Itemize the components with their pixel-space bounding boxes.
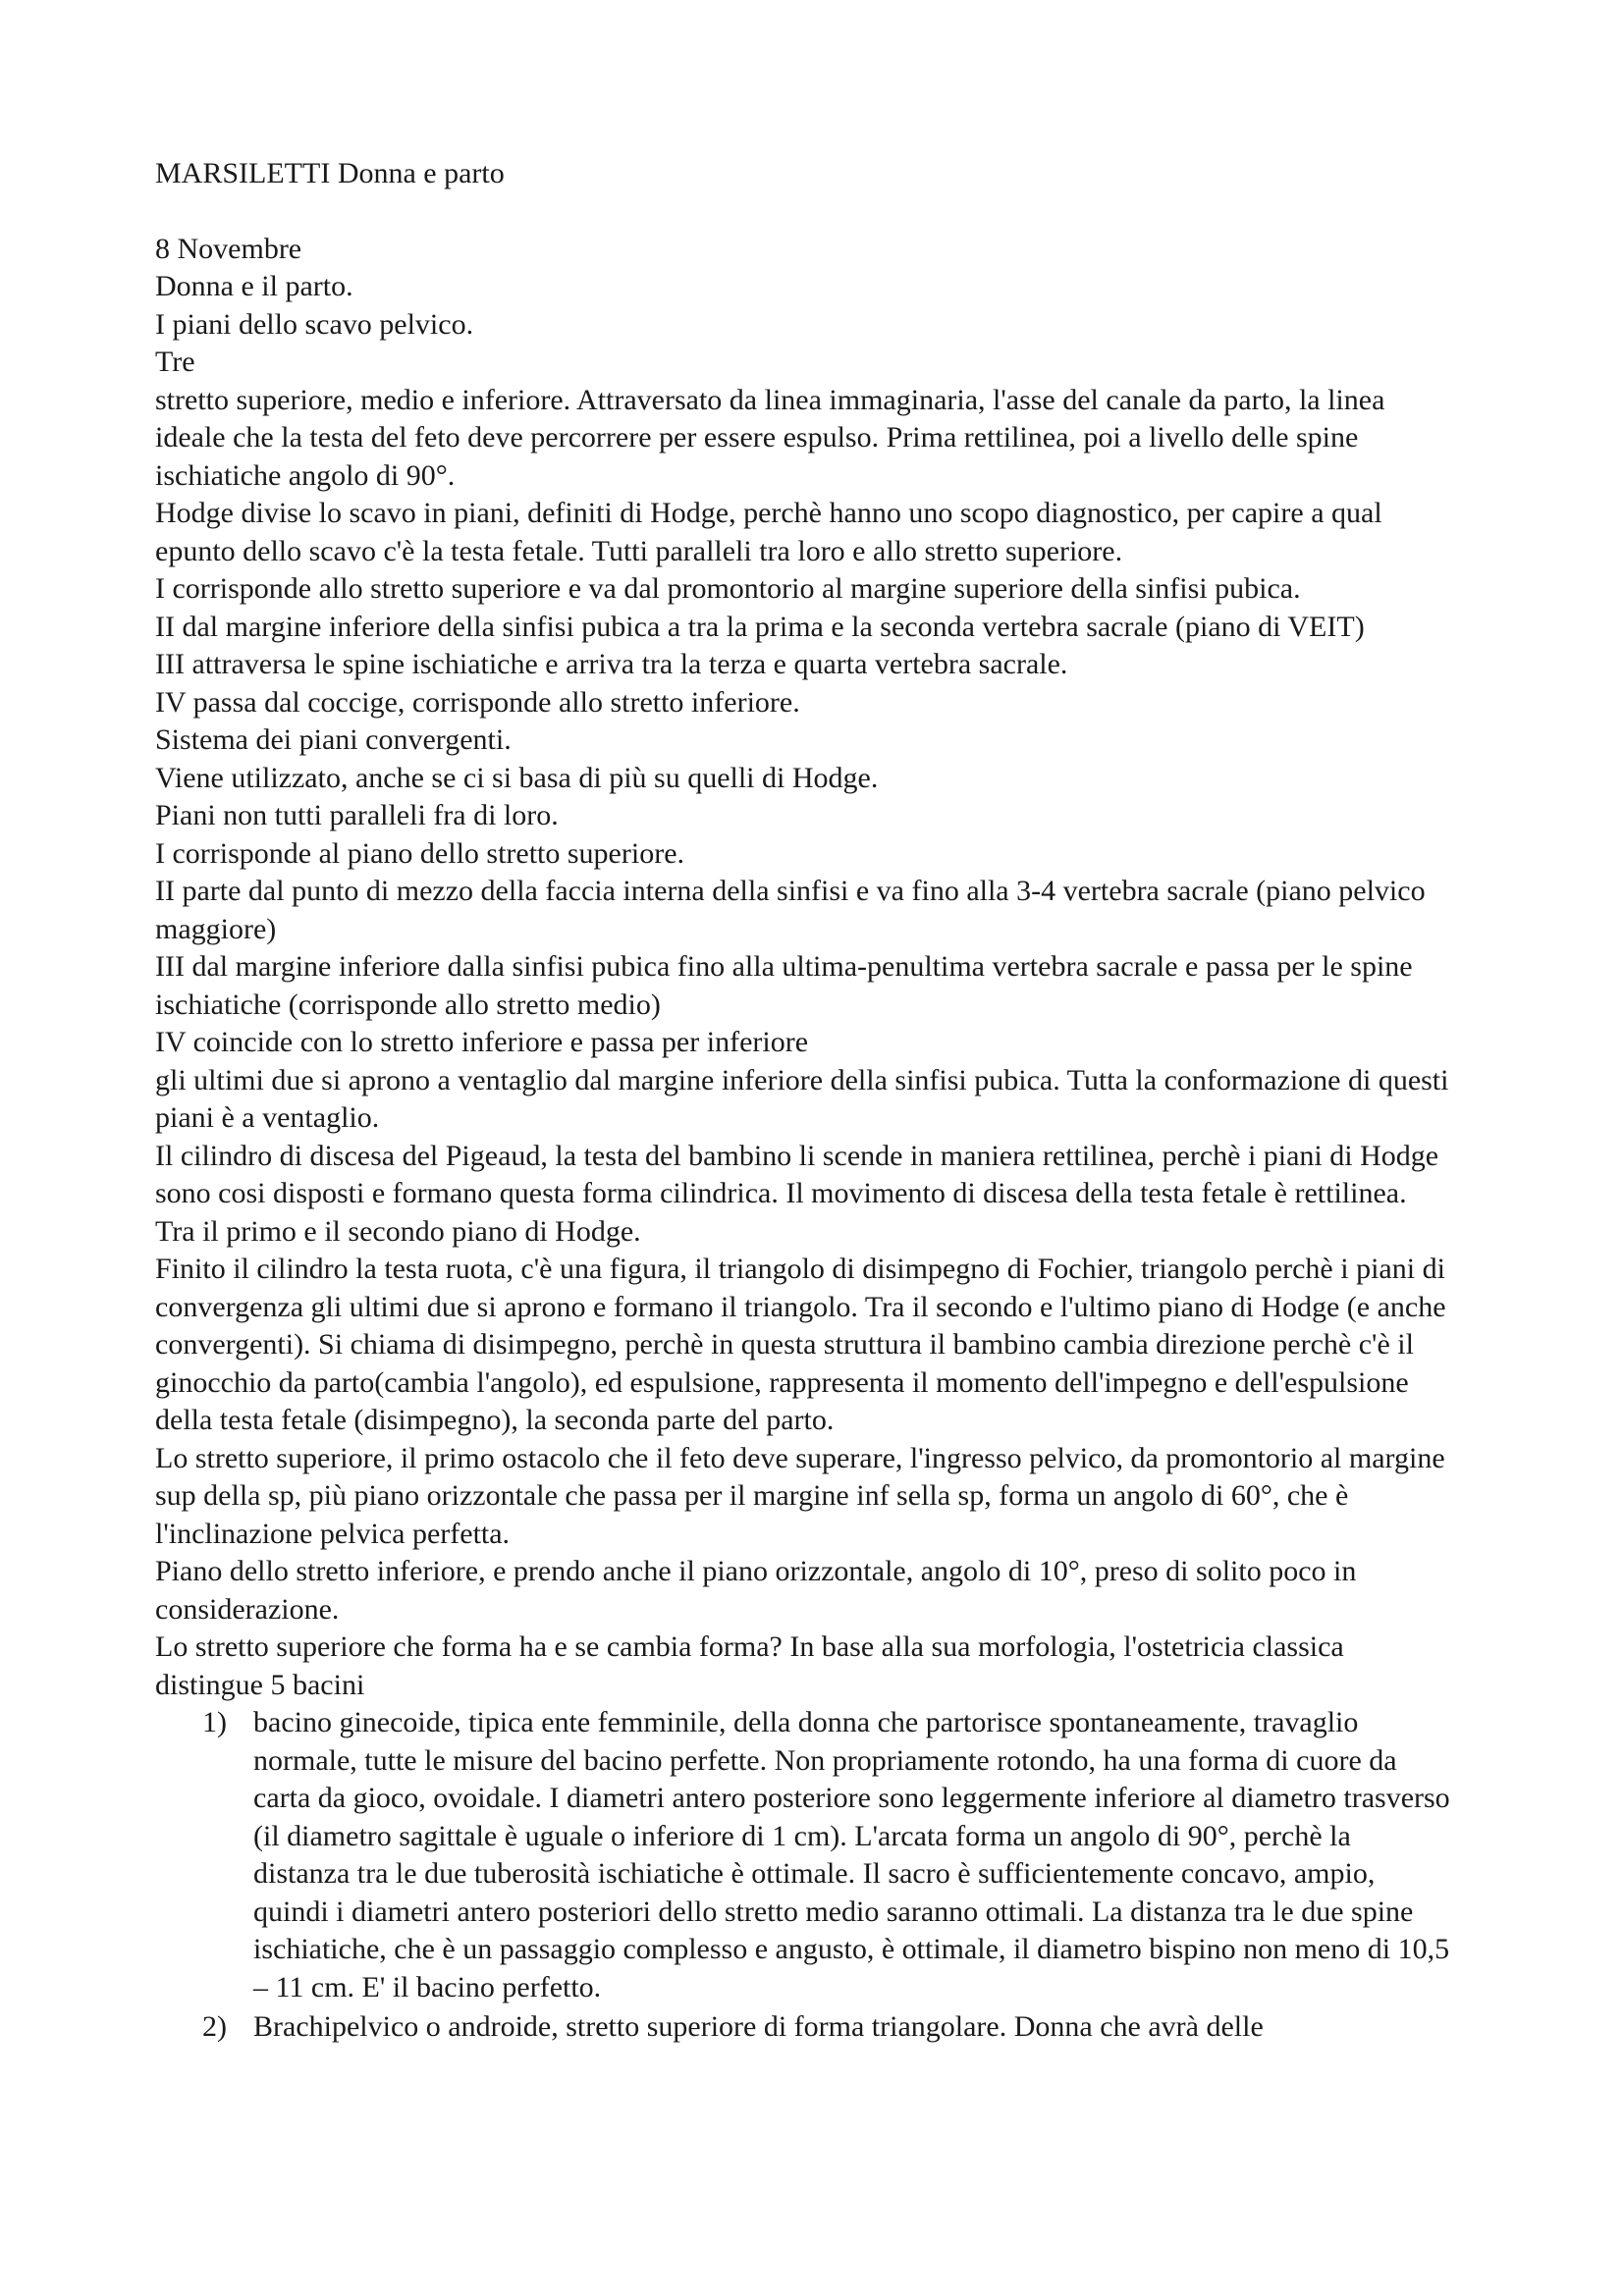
list-item <box>155 1704 1451 2006</box>
paragraph: Lo stretto superiore, il primo ostacolo che il feto deve superare, l'ingresso pelvico, da promontorio al margine sup della sp, più piano orizzontale che passa per il margine inf sella sp, forma un angolo di 60°, che è l'inclinazione pelvica perfetta. <box>155 1441 1445 1550</box>
pelvis-types-list <box>155 1704 1451 2047</box>
paragraph: III dal margine inferiore dalla sinfisi pubica fino alla ultima-penultima vertebra sacrale e passa per le spine ischiatiche (corrisponde allo stretto medio) <box>155 950 1413 1021</box>
paragraph: Hodge divise lo scavo in piani, definiti di Hodge, perchè hanno uno scopo diagnostico, per capire a qual epunto dello scavo c'è la testa fetale. Tutti paralleli tra loro e allo stretto superiore. <box>155 497 1382 567</box>
subject-line: Donna e il parto. <box>155 270 353 302</box>
paragraph: stretto superiore, medio e inferiore. Attraversato da linea immaginaria, l'asse del canale da parto, la linea ideale che la testa del feto deve percorrere per essere espulso. Prima rettilinea, poi a livello delle spine ischiatiche angolo di 90°. <box>155 383 1385 492</box>
paragraph: III attraversa le spine ischiatiche e arriva tra la terza e quarta vertebra sacrale. <box>155 648 1068 680</box>
paragraph: Finito il cilindro la testa ruota, c'è una figura, il triangolo di disimpegno di Fochier, triangolo perchè i piani di convergenza gli ultimi due si aprono e formano il triangolo. Tra il secondo e l'ultimo piano di Hodge (e anche convergenti). Si chiama di disimpegno, perchè in questa struttura il bambino cambia direzione perchè c'è il ginocchio da parto(cambia l'angolo), ed espulsione, rappresenta il momento dell'impegno e dell'espulsione della testa fetale (disimpegno), la seconda parte del parto. <box>155 1253 1446 1436</box>
document-body <box>155 155 1451 2049</box>
paragraph: Sistema dei piani convergenti. <box>155 723 512 756</box>
paragraph: II dal margine inferiore della sinfisi pubica a tra la prima e la seconda vertebra sacrale (piano di VEIT) <box>155 610 1365 643</box>
paragraph: Il cilindro di discesa del Pigeaud, la testa del bambino li scende in maniera rettilinea, perchè i piani di Hodge sono cosi disposti e formano questa forma cilindrica. Il movimento di discesa della testa fetale è rettilinea. Tra il primo e il secondo piano di Hodge. <box>155 1139 1439 1248</box>
paragraph: Lo stretto superiore che forma ha e se cambia forma? In base alla sua morfologia, l'ostetricia classica distingue 5 bacini <box>155 1630 1344 1701</box>
paragraph: Piano dello stretto inferiore, e prendo anche il piano orizzontale, angolo di 10°, preso di solito poco in considerazione. <box>155 1555 1357 1626</box>
list-item-number: 1) <box>202 1706 227 1738</box>
list-item-text: bacino ginecoide, tipica ente femminile, della donna che partorisce spontaneamente, travaglio normale, tutte le misure del bacino perfette. Non propriamente rotondo, ha una forma di cuore da carta da gioco, ovoidale. I diametri antero posteriore sono leggermente inferiore al diametro trasverso (il diametro sagittale è uguale o inferiore di 1 cm). L'arcata forma un angolo di 90°, perchè la distanza tra le due tuberosità ischiatiche è ottimale. Il sacro è sufficientemente concavo, ampio, quindi i diametri antero posteriori dello stretto medio saranno ottimali. La distanza tra le due spine ischiatiche, che è un passaggio complesso e angusto, è ottimale, il diametro bispino non meno di 10,5 – 11 cm. E' il bacino perfetto. <box>253 1706 1450 2003</box>
document-title: MARSILETTI Donna e parto <box>155 157 505 189</box>
tre-line: Tre <box>155 346 195 378</box>
paragraph: IV passa dal coccige, corrisponde allo stretto inferiore. <box>155 685 800 719</box>
paragraph: IV coincide con lo stretto inferiore e passa per inferiore <box>155 1026 809 1058</box>
paragraph: II parte dal punto di mezzo della faccia interna della sinfisi e va fino alla 3-4 vertebra sacrale (piano pelvico maggiore) <box>155 875 1426 945</box>
topic-line: I piani dello scavo pelvico. <box>155 307 474 341</box>
paragraph: Viene utilizzato, anche se ci si basa di più su quelli di Hodge. <box>155 761 879 794</box>
list-item-text: Brachipelvico o androide, stretto superiore di forma triangolare. Donna che avrà delle <box>253 2010 1264 2043</box>
paragraph: Piani non tutti paralleli fra di loro. <box>155 799 559 831</box>
list-item <box>155 2008 1451 2047</box>
paragraph: I corrisponde al piano dello stretto superiore. <box>155 836 685 870</box>
list-item-number: 2) <box>202 2010 227 2043</box>
date-line: 8 Novembre <box>155 232 302 265</box>
paragraph: I corrisponde allo stretto superiore e va dal promontorio al margine superiore della sinfisi pubica. <box>155 572 1301 605</box>
paragraph: gli ultimi due si aprono a ventaglio dal margine inferiore della sinfisi pubica. Tutta la conformazione di questi piani è a ventaglio. <box>155 1063 1449 1134</box>
